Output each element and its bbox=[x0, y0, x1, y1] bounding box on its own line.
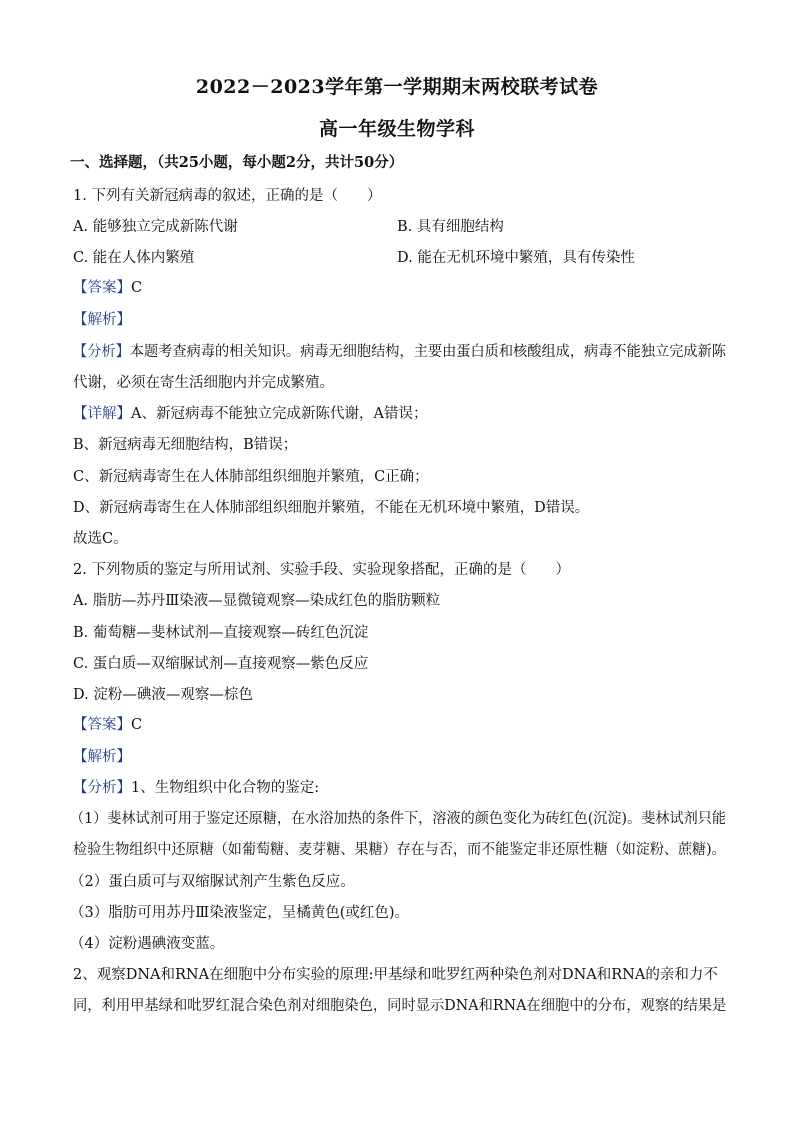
xiangjie-tag: 【详解】 bbox=[73, 406, 131, 422]
answer-value: C bbox=[131, 717, 143, 733]
question-2-fenxi bbox=[73, 776, 319, 797]
question-2-stem: 2. 下列物质的鉴定与所用试剂、实验手段、实验现象搭配，正确的是（ ） bbox=[73, 562, 570, 578]
fenxi-text: 本题考查病毒的相关知识。病毒无细胞结构，主要由蛋白质和核酸组成，病毒不能独立完成新陈 bbox=[129, 344, 726, 360]
question-2-option-c: C. 蛋白质—双缩脲试剂—直接观察—紫色反应 bbox=[73, 656, 369, 672]
question-1-stem: 1. 下列有关新冠病毒的叙述，正确的是（ ） bbox=[73, 188, 382, 204]
paragraph-2: （2）蛋白质可与双缩脲试剂产生紫色反应。 bbox=[70, 874, 355, 890]
exam-title: 2022－2023学年第一学期期末两校联考试卷 bbox=[195, 76, 599, 98]
question-2-option-a: A. 脂肪—苏丹Ⅲ染液—显微镜观察—染成红色的脂肪颗粒 bbox=[73, 593, 441, 609]
question-1-conclusion: 故选C。 bbox=[73, 531, 128, 547]
paragraph-5b: 同，利用甲基绿和吡罗红混合染色剂对细胞染色，同时显示DNA和RNA在细胞中的分布，观察的结果是 bbox=[73, 998, 727, 1014]
question-1-xiangjie bbox=[73, 402, 427, 423]
analysis-tag: 【解析】 bbox=[73, 749, 131, 765]
paragraph-1b: 检验生物组织中还原糖（如葡萄糖、麦芽糖、果糖）存在与否，而不能鉴定非还原性糖（如淀粉、蔗糖)。 bbox=[73, 842, 726, 858]
paragraph-3: （3）脂肪可用苏丹Ⅲ染液鉴定，呈橘黄色(或红色)。 bbox=[70, 905, 410, 921]
xiangjie-a: A、新冠病毒不能独立完成新陈代谢，A错误； bbox=[131, 406, 428, 422]
paragraph-1a: （1）斐林试剂可用于鉴定还原糖，在水浴加热的条件下，溶液的颜色变化为砖红色(沉淀)。斐林试剂只能 bbox=[70, 811, 727, 827]
question-1-fenxi bbox=[73, 340, 726, 361]
answer-value: C bbox=[131, 280, 143, 296]
section-heading: 一、选择题，（共25小题，每小题2分，共计50分） bbox=[70, 154, 404, 171]
question-1-option-c: C. 能在人体内繁殖 bbox=[73, 250, 195, 266]
exam-subtitle: 高一年级生物学科 bbox=[318, 118, 475, 140]
question-1-option-d: D. 能在无机环境中繁殖，具有传染性 bbox=[397, 250, 635, 266]
fenxi-tag: 【分析】 bbox=[73, 344, 130, 360]
fenxi-tag: 【分析】 bbox=[73, 780, 131, 796]
xiangjie-c: C、新冠病毒寄生在人体肺部组织细胞并繁殖，C正确； bbox=[73, 469, 429, 485]
analysis-tag: 【解析】 bbox=[73, 312, 131, 328]
question-1-option-a: A. 能够独立完成新陈代谢 bbox=[73, 219, 238, 235]
paragraph-4: （4）淀粉遇碘液变蓝。 bbox=[70, 936, 225, 952]
fenxi-text: 1、生物组织中化合物的鉴定: bbox=[131, 780, 320, 796]
answer-tag: 【答案】 bbox=[73, 280, 131, 296]
question-2-option-b: B. 葡萄糖—斐林试剂—直接观察—砖红色沉淀 bbox=[73, 625, 369, 641]
question-1-option-b: B. 具有细胞结构 bbox=[397, 219, 504, 235]
question-1-fenxi-cont: 代谢，必须在寄生活细胞内并完成繁殖。 bbox=[73, 375, 334, 391]
xiangjie-b: B、新冠病毒无细胞结构，B错误； bbox=[73, 437, 298, 453]
xiangjie-d: D、新冠病毒寄生在人体肺部组织细胞并繁殖，不能在无机环境中繁殖，D错误。 bbox=[73, 500, 590, 516]
paragraph-5a: 2、观察DNA和RNA在细胞中分布实验的原理:甲基绿和吡罗红两种染色剂对DNA和RNA的亲和力不 bbox=[73, 967, 718, 983]
question-2-answer bbox=[73, 713, 142, 734]
question-1-answer bbox=[73, 276, 142, 297]
answer-tag: 【答案】 bbox=[73, 717, 131, 733]
question-2-option-d: D. 淀粉—碘液—观察—棕色 bbox=[73, 687, 253, 703]
